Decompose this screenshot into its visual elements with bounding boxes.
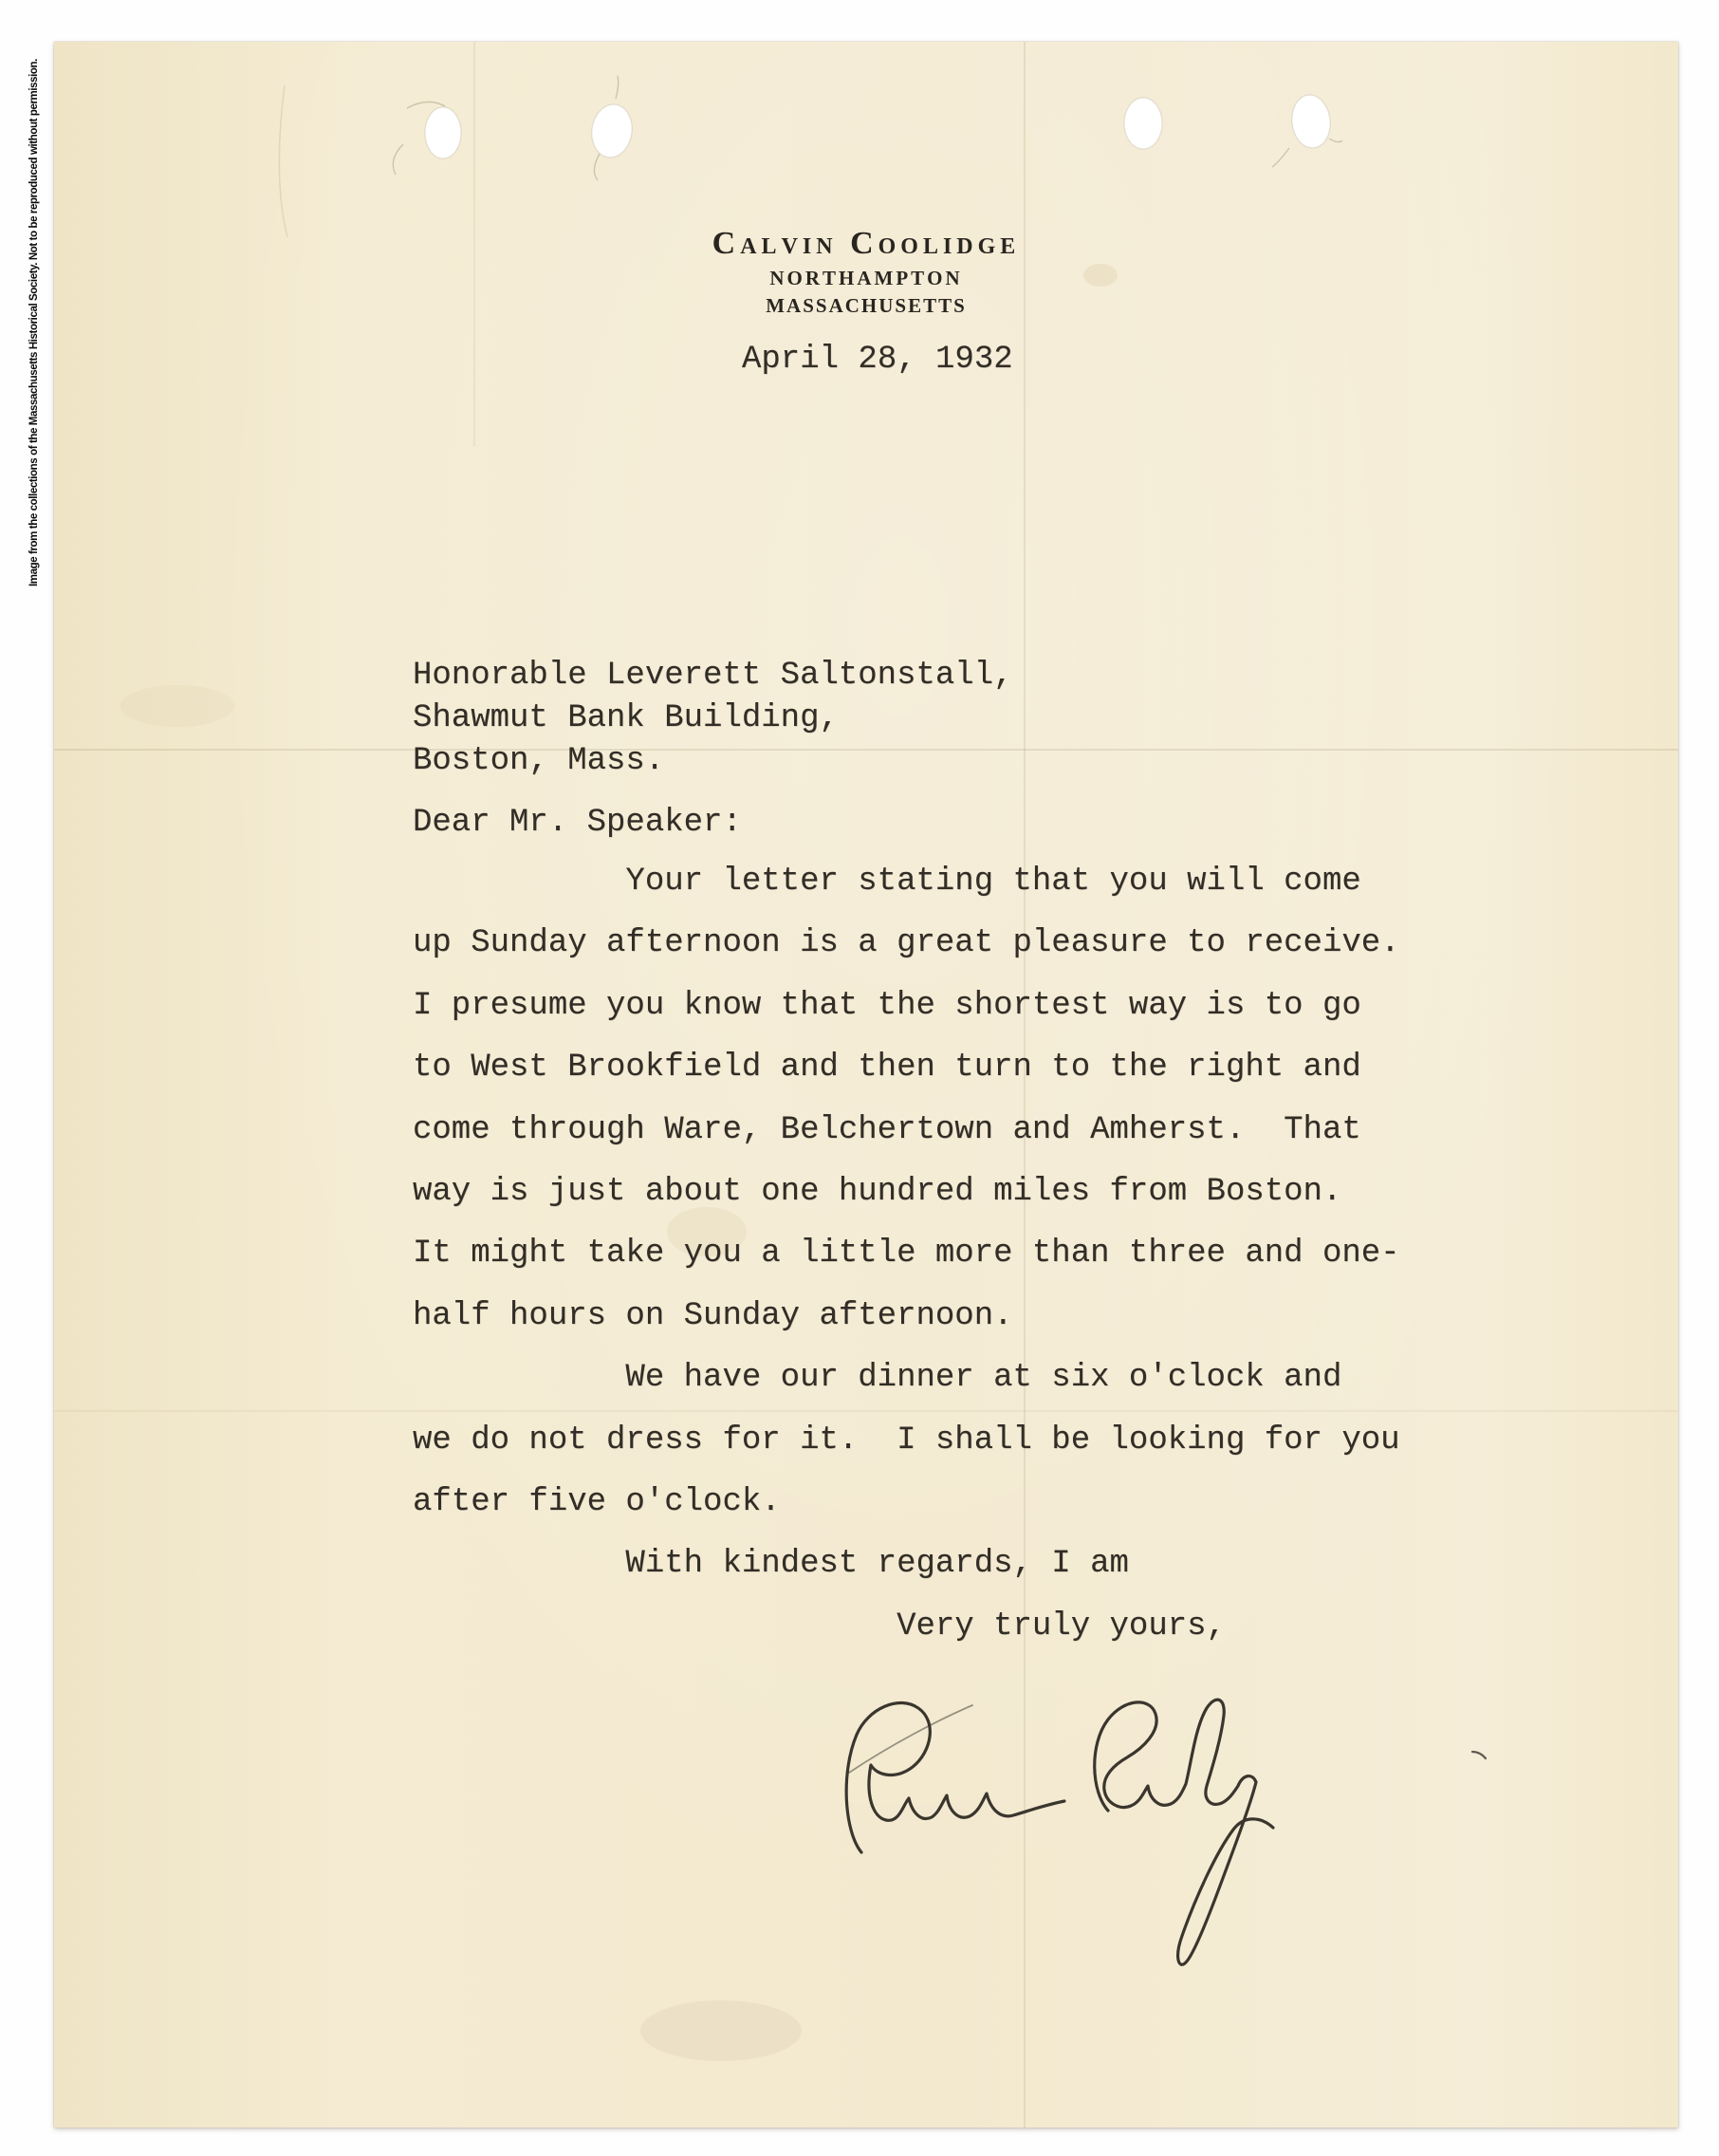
letter-body	[413, 851, 1400, 1658]
body-line: We have our dinner at six o'clock and	[413, 1360, 1342, 1397]
letterhead-city: NORTHAMPTON	[769, 267, 963, 289]
body-line: to West Brookfield and then turn to the right and	[413, 1050, 1361, 1087]
punch-hole	[588, 102, 635, 159]
address-line: Boston, Mass.	[413, 743, 665, 779]
stain	[640, 2000, 802, 2061]
punch-hole	[1124, 98, 1162, 149]
body-line: after five o'clock.	[413, 1484, 781, 1521]
punch-hole	[1289, 93, 1333, 150]
punch-holes	[425, 93, 1333, 160]
recipient-address	[413, 655, 1013, 783]
paper-tears	[393, 76, 1342, 180]
archive-credit-line: Image from the collections of the Massachusetts Historical Society. Not to be reproduced without permission.	[28, 59, 40, 586]
address-line: Honorable Leverett Saltonstall,	[413, 658, 1013, 694]
body-line: With kindest regards, I am	[413, 1546, 1129, 1583]
corner-crease-mark	[279, 85, 287, 237]
body-line: Your letter stating that you will come	[413, 864, 1361, 900]
body-line: It might take you a little more than three and one-	[413, 1236, 1400, 1273]
body-line: we do not dress for it. I shall be looking for you	[413, 1422, 1400, 1459]
body-line: come through Ware, Belchertown and Amherst. That	[413, 1111, 1361, 1148]
punch-hole	[425, 107, 461, 158]
body-line: half hours on Sunday afternoon.	[413, 1297, 1013, 1334]
letterhead-state: MASSACHUSETTS	[766, 294, 967, 317]
stain	[120, 685, 234, 727]
body-line: I presume you know that the shortest way is to go	[413, 987, 1361, 1024]
body-line: Very truly yours,	[413, 1608, 1226, 1645]
body-line: way is just about one hundred miles from Boston.	[413, 1174, 1342, 1211]
salutation: Dear Mr. Speaker:	[413, 805, 742, 841]
signature-calvin-coolidge	[806, 1680, 1508, 1993]
address-line: Shawmut Bank Building,	[413, 700, 839, 736]
letter-date: April 28, 1932	[742, 342, 1013, 378]
letterhead-name: Calvin Coolidge	[712, 226, 1021, 261]
body-line: up Sunday afternoon is a great pleasure to receive.	[413, 925, 1400, 962]
